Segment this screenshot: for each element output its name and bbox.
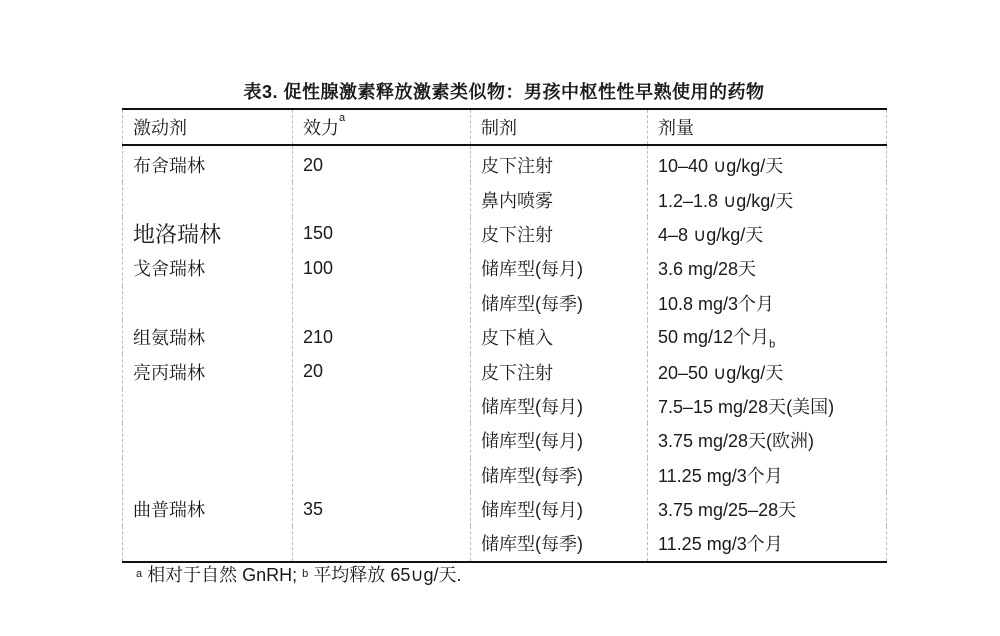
cell-dose: 4–8 ∪g/kg/天 — [648, 217, 887, 251]
cell-dose-value: 50 mg/12个月 — [658, 327, 770, 348]
cell-agonist — [123, 526, 293, 561]
footnote-a-mark: a — [136, 568, 143, 580]
cell-potency — [293, 286, 471, 320]
cell-agonist — [123, 423, 293, 457]
cell-potency — [293, 526, 471, 561]
cell-potency: 150 — [293, 217, 471, 251]
cell-formulation: 储库型(每月) — [471, 389, 648, 423]
cell-agonist — [123, 286, 293, 320]
cell-agonist — [123, 389, 293, 423]
footnote-b-text: 平均释放 65∪g/天. — [313, 565, 462, 585]
cell-dose: 11.25 mg/3个月 — [648, 526, 887, 561]
header-row — [123, 109, 887, 145]
cell-potency — [293, 458, 471, 492]
header-agonist: 激动剂 — [123, 109, 293, 145]
table-row — [123, 145, 887, 182]
table-row — [123, 492, 887, 526]
cell-formulation: 储库型(每月) — [471, 492, 648, 526]
cell-agonist — [123, 182, 293, 216]
cell-formulation: 储库型(每季) — [471, 526, 648, 561]
cell-formulation: 鼻内喷雾 — [471, 182, 648, 216]
cell-agonist: 布舍瑞林 — [123, 145, 293, 182]
cell-formulation: 皮下植入 — [471, 320, 648, 354]
header-potency-label: 效力 — [303, 118, 339, 138]
cell-dose: 20–50 ∪g/kg/天 — [648, 354, 887, 388]
cell-dose: 10.8 mg/3个月 — [648, 286, 887, 320]
cell-dose: 3.75 mg/25–28天 — [648, 492, 887, 526]
table-row — [123, 526, 887, 561]
cell-potency: 35 — [293, 492, 471, 526]
cell-potency: 100 — [293, 251, 471, 285]
cell-dose: 11.25 mg/3个月 — [648, 458, 887, 492]
cell-agonist: 组氨瑞林 — [123, 320, 293, 354]
header-dose: 剂量 — [648, 109, 887, 145]
header-potency — [293, 109, 471, 145]
footnote-b-mark: b — [302, 568, 309, 580]
table-row — [123, 182, 887, 216]
cell-potency: 20 — [293, 145, 471, 182]
table-title: 表3. 促性腺激素释放激素类似物：男孩中枢性性早熟使用的药物 — [243, 82, 765, 102]
cell-potency — [293, 423, 471, 457]
table-row — [123, 217, 887, 251]
table-footnote — [136, 563, 462, 587]
cell-formulation: 皮下注射 — [471, 354, 648, 388]
header-potency-footnote-mark: a — [339, 112, 346, 124]
table-row — [123, 458, 887, 492]
gnrh-analog-table — [122, 108, 887, 563]
cell-potency — [293, 389, 471, 423]
cell-formulation: 储库型(每季) — [471, 458, 648, 492]
cell-agonist: 曲普瑞林 — [123, 492, 293, 526]
dose-footnote-mark: b — [769, 338, 776, 351]
cell-formulation: 储库型(每月) — [471, 251, 648, 285]
header-formulation: 制剂 — [471, 109, 648, 145]
table-row — [123, 251, 887, 285]
cell-agonist: 地洛瑞林 — [123, 217, 293, 251]
cell-dose: 3.75 mg/28天(欧洲) — [648, 423, 887, 457]
cell-dose: 7.5–15 mg/28天(美国) — [648, 389, 887, 423]
cell-formulation: 储库型(每季) — [471, 286, 648, 320]
footnote-a-text: 相对于自然 GnRH; — [147, 565, 298, 585]
cell-potency — [293, 182, 471, 216]
cell-agonist — [123, 458, 293, 492]
table-row — [123, 354, 887, 388]
cell-formulation: 储库型(每月) — [471, 423, 648, 457]
cell-agonist: 亮丙瑞林 — [123, 354, 293, 388]
cell-formulation: 皮下注射 — [471, 145, 648, 182]
cell-formulation: 皮下注射 — [471, 217, 648, 251]
cell-dose: 1.2–1.8 ∪g/kg/天 — [648, 182, 887, 216]
cell-potency: 210 — [293, 320, 471, 354]
table-row — [123, 389, 887, 423]
cell-agonist: 戈舍瑞林 — [123, 251, 293, 285]
cell-dose: 3.6 mg/28天 — [648, 251, 887, 285]
table-row — [123, 286, 887, 320]
cell-dose: 10–40 ∪g/kg/天 — [648, 145, 887, 182]
cell-dose — [648, 320, 887, 354]
table-row — [123, 320, 887, 354]
table-row — [123, 423, 887, 457]
cell-potency: 20 — [293, 354, 471, 388]
